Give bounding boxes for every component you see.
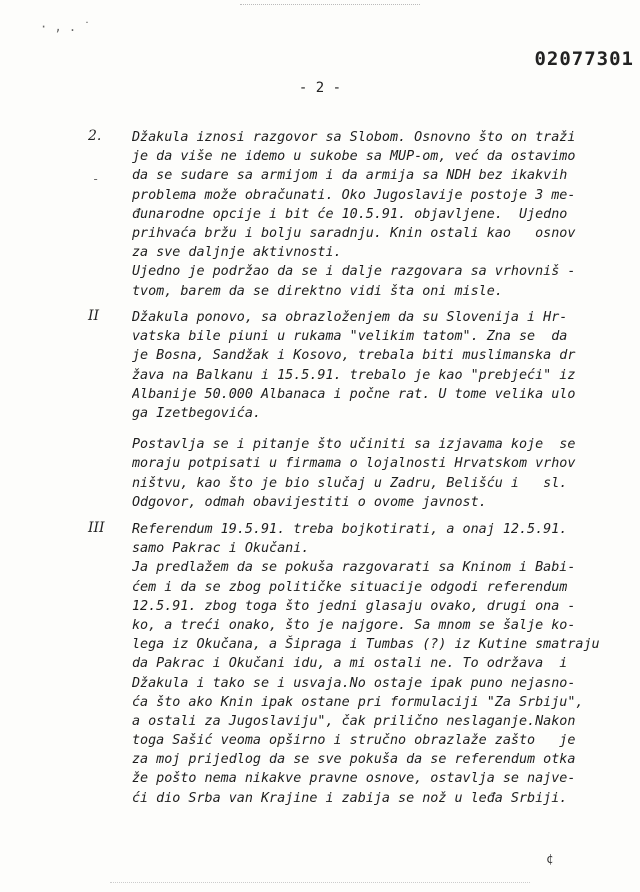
text-line: samo Pakrac i Okučani. [132,541,310,557]
text-line: a ostali za Jugoslaviju", čak prilično neslaganje.Nakon [132,713,576,729]
text-line: tvom, barem da se direktno vidi šta oni misle. [132,283,503,299]
section-marker: II [88,308,100,324]
text-line: lega iz Okučana, a Šipraga i Tumbas (?) iz Kutine smatraju [132,637,600,653]
text-line: ćem i da se zbog političke situacije odgodi referendum [132,579,568,595]
section-text [132,128,632,301]
text-line: Albanije 50.000 Albanaca i počne rat. U tome velika ulo [132,386,576,402]
text-line: ći dio Srba van Krajine i zabija se nož u leđa Srbiji. [132,790,568,806]
text-line: je da više ne idemo u sukobe sa MUP-om, već da ostavimo [132,149,576,165]
text-line: ko, a treći onako, što je najgore. Sa mnom se šalje ko- [132,617,576,633]
text-line: Postavlja se i pitanje što učiniti sa izjavama koje se [132,437,576,453]
scan-specks: · , . ˙ [40,20,91,34]
text-line: moraju potpisati u firmama o lojalnosti Hrvatskom vrhov [132,456,576,472]
section-marker: 2. [88,128,102,144]
section-text [132,308,632,512]
scan-artifact-top [240,4,420,6]
text-line: prihvaća bržu i bolju saradnju. Knin ostali kao osnov [132,225,576,241]
text-line: žava na Balkanu i 15.5.91. trebalo je kao "prebjeći" iz [132,367,576,383]
text-line: ništvu, kao što je bio slučaj u Zadru, Belišću i sl. [132,475,568,491]
text-line: že pošto nema nikakve pravne osnove, ostavlja se najve- [132,771,576,787]
scan-artifact-bottom [110,882,530,884]
text-line: đunarodne opcije i bit će 10.5.91. objavljene. Ujedno [132,206,568,222]
section-marker: III [88,520,105,536]
text-line: 12.5.91. zbog toga što jedni glasaju ovako, drugi ona - [132,598,576,614]
text-line: za moj prijedlog da se sve pokuša da se referendum otka [132,752,576,768]
text-line: je Bosna, Sandžak i Kosovo, trebala biti muslimanska dr [132,348,576,364]
margin-mark: - [92,172,100,186]
scan-mark: ¢ [546,852,554,866]
text-line: Džakula i tako se i usvaja.No ostaje ipak puno nejasno- [132,675,576,691]
text-line: problema može obračunati. Oko Jugoslavije postoje 3 me- [132,187,576,203]
paragraph-gap [132,423,632,435]
text-line: ga Izetbegovića. [132,405,261,421]
text-line: Referendum 19.5.91. treba bojkotirati, a onaj 12.5.91. [132,522,568,537]
text-line: Odgovor, odmah obavijestiti o ovome javnost. [132,494,487,510]
document-number: 02077301 [534,48,634,70]
section-text [132,520,632,808]
page-number: - 2 - [298,80,342,96]
text-line: Ujedno je podržao da se i dalje razgovara sa vrhovniš - [132,264,576,280]
text-line: vatska bile piuni u rukama "velikim tatom". Zna se da [132,329,568,345]
text-line: da se sudare sa armijom i da armija sa NDH bez ikakvih [132,168,568,184]
text-line: da Pakrac i Okučani idu, a mi ostali ne. To održava i [132,656,568,672]
text-line: toga Sašić veoma opširno i stručno obrazlaže zašto je [132,733,576,749]
text-line: Džakula iznosi razgovor sa Slobom. Osnovno što on traži [132,130,576,145]
text-line: ća što ako Knin ipak ostane pri formulaciji "Za Srbiju", [132,694,584,710]
text-line: Ja predlažem da se pokuša razgovarati sa Kninom i Babi- [132,560,576,576]
text-line: Džakula ponovo, sa obrazloženjem da su Slovenija i Hr- [132,310,568,325]
text-line: za sve daljnje aktivnosti. [132,245,342,261]
